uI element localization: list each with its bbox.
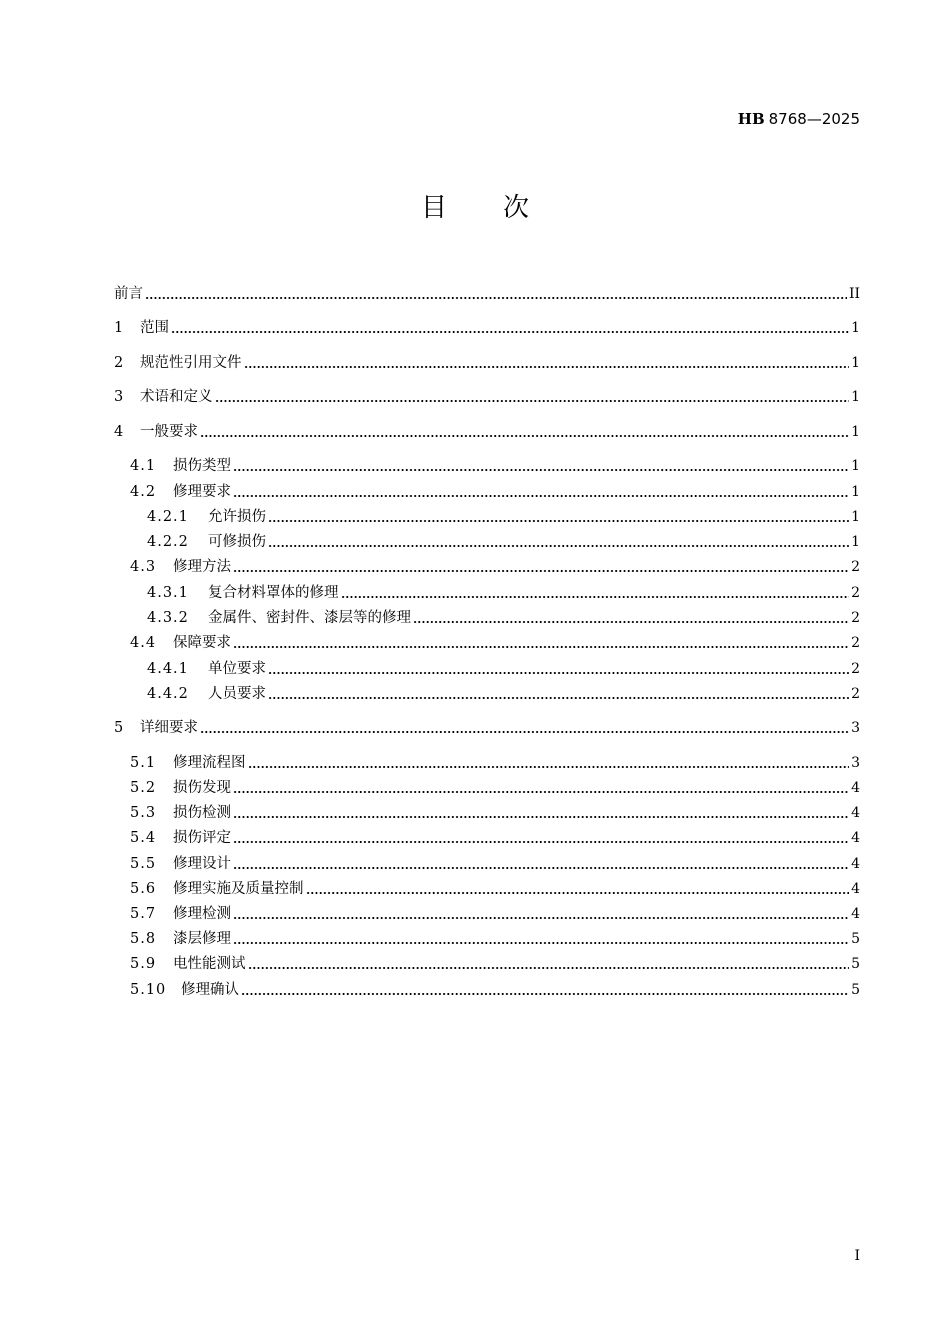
toc-entry-5-1[interactable] bbox=[114, 753, 860, 773]
toc-leader bbox=[200, 435, 849, 437]
toc-entry-number: 1 bbox=[114, 320, 124, 336]
toc-entry-page: 4 bbox=[851, 780, 860, 796]
toc-entry-page: 4 bbox=[851, 881, 860, 897]
toc-leader bbox=[268, 672, 849, 674]
toc-entry-5-5[interactable] bbox=[114, 854, 860, 874]
toc-entry-page: 2 bbox=[851, 635, 860, 651]
toc-entry-5-6[interactable] bbox=[114, 879, 860, 899]
toc-entry-page: 4 bbox=[851, 856, 860, 872]
toc-entry-page: 2 bbox=[851, 686, 860, 702]
toc-entry-4-3-1[interactable] bbox=[114, 583, 860, 603]
toc-entry-label: 复合材料罩体的修理 bbox=[208, 585, 339, 601]
toc-entry-label: 前言 bbox=[114, 286, 143, 302]
toc-leader bbox=[268, 545, 849, 547]
toc-entry-label: 金属件、密封件、漆层等的修理 bbox=[208, 610, 411, 626]
toc-leader bbox=[306, 892, 850, 894]
toc-entry-label: 漆层修理 bbox=[173, 931, 231, 947]
toc-entry-page: 5 bbox=[851, 931, 860, 947]
toc-title: 目次 bbox=[420, 193, 585, 223]
toc-entry-4-4-1[interactable] bbox=[114, 659, 860, 679]
toc-entry-number: 4.4 bbox=[130, 635, 157, 651]
toc-entry-page: II bbox=[848, 286, 860, 302]
toc-entry-label: 电性能测试 bbox=[173, 956, 246, 972]
toc-leader bbox=[268, 697, 849, 699]
toc-entry-page: 1 bbox=[851, 534, 860, 550]
page-number: I bbox=[854, 1248, 860, 1264]
toc-entry-page: 1 bbox=[851, 355, 860, 371]
toc-entry-number: 4.4.2 bbox=[147, 686, 189, 702]
toc-entry-page: 1 bbox=[851, 320, 860, 336]
toc-entry-foreword[interactable] bbox=[114, 284, 860, 304]
toc-entry-page: 3 bbox=[851, 720, 860, 736]
toc-entry-number: 5.8 bbox=[130, 931, 157, 947]
toc-entry-number: 5.4 bbox=[130, 830, 157, 846]
toc-entry-number: 4 bbox=[114, 424, 124, 440]
table-of-contents bbox=[114, 0, 860, 1344]
toc-leader bbox=[215, 400, 850, 402]
toc-entry-5-7[interactable] bbox=[114, 904, 860, 924]
toc-entry-2[interactable] bbox=[114, 353, 860, 373]
toc-leader bbox=[248, 967, 850, 969]
toc-entry-label: 术语和定义 bbox=[140, 389, 213, 405]
toc-entry-4[interactable] bbox=[114, 422, 860, 442]
toc-leader bbox=[268, 520, 849, 522]
toc-entry-label: 允许损伤 bbox=[208, 509, 266, 525]
toc-entry-4-4[interactable] bbox=[114, 633, 860, 653]
toc-entry-number: 4.2.2 bbox=[147, 534, 189, 550]
toc-entry-1[interactable] bbox=[114, 318, 860, 338]
toc-entry-label: 损伤评定 bbox=[173, 830, 231, 846]
toc-entry-page: 2 bbox=[851, 585, 860, 601]
toc-leader bbox=[233, 816, 849, 818]
toc-entry-label: 一般要求 bbox=[140, 424, 198, 440]
toc-entry-page: 1 bbox=[851, 424, 860, 440]
toc-leader bbox=[241, 993, 849, 995]
toc-entry-label: 范围 bbox=[140, 320, 169, 336]
toc-entry-number: 4.4.1 bbox=[147, 661, 189, 677]
toc-entry-number: 5.1 bbox=[130, 755, 157, 771]
toc-entry-label: 单位要求 bbox=[208, 661, 266, 677]
toc-leader bbox=[233, 942, 849, 944]
toc-entry-5-8[interactable] bbox=[114, 929, 860, 949]
toc-leader bbox=[200, 731, 849, 733]
toc-entry-page: 4 bbox=[851, 830, 860, 846]
toc-leader bbox=[248, 766, 850, 768]
toc-leader bbox=[341, 596, 850, 598]
toc-entry-number: 5.6 bbox=[130, 881, 157, 897]
toc-entry-label: 修理设计 bbox=[173, 856, 231, 872]
toc-entry-number: 5.7 bbox=[130, 906, 157, 922]
toc-entry-label: 修理要求 bbox=[173, 484, 231, 500]
toc-entry-label: 修理检测 bbox=[173, 906, 231, 922]
toc-entry-number: 5.3 bbox=[130, 805, 157, 821]
standard-prefix: HB bbox=[737, 110, 765, 128]
toc-entry-page: 2 bbox=[851, 559, 860, 575]
toc-entry-5-9[interactable] bbox=[114, 954, 860, 974]
toc-entry-page: 5 bbox=[851, 982, 860, 998]
toc-entry-number: 3 bbox=[114, 389, 124, 405]
toc-entry-4-2-1[interactable] bbox=[114, 507, 860, 527]
toc-entry-5-3[interactable] bbox=[114, 803, 860, 823]
toc-entry-page: 1 bbox=[851, 458, 860, 474]
toc-entry-number: 5.9 bbox=[130, 956, 157, 972]
toc-entry-number: 2 bbox=[114, 355, 124, 371]
toc-entry-4-3-2[interactable] bbox=[114, 608, 860, 628]
toc-entry-number: 5 bbox=[114, 720, 124, 736]
toc-leader bbox=[233, 791, 849, 793]
toc-entry-label: 规范性引用文件 bbox=[140, 355, 242, 371]
toc-entry-number: 4.3.2 bbox=[147, 610, 189, 626]
toc-entry-page: 2 bbox=[851, 610, 860, 626]
toc-entry-page: 4 bbox=[851, 805, 860, 821]
toc-leader bbox=[233, 469, 849, 471]
toc-entry-5-2[interactable] bbox=[114, 778, 860, 798]
toc-entry-page: 2 bbox=[851, 661, 860, 677]
toc-entry-4-2[interactable] bbox=[114, 482, 860, 502]
toc-entry-label: 修理实施及质量控制 bbox=[173, 881, 304, 897]
toc-leader bbox=[233, 570, 849, 572]
toc-leader bbox=[233, 495, 849, 497]
toc-leader bbox=[233, 917, 849, 919]
toc-leader bbox=[145, 297, 847, 299]
toc-entry-5-10[interactable] bbox=[114, 980, 860, 1000]
toc-entry-label: 可修损伤 bbox=[208, 534, 266, 550]
toc-leader bbox=[233, 867, 849, 869]
toc-entry-label: 修理流程图 bbox=[173, 755, 246, 771]
toc-leader bbox=[413, 621, 849, 623]
toc-entry-page: 1 bbox=[851, 484, 860, 500]
toc-entry-page: 1 bbox=[851, 389, 860, 405]
toc-entry-number: 5.2 bbox=[130, 780, 157, 796]
toc-entry-number: 4.3 bbox=[130, 559, 157, 575]
toc-entry-label: 损伤类型 bbox=[173, 458, 231, 474]
toc-entry-5-4[interactable] bbox=[114, 828, 860, 848]
toc-entry-page: 5 bbox=[851, 956, 860, 972]
toc-entry-label: 损伤发现 bbox=[173, 780, 231, 796]
toc-entry-number: 5.10 bbox=[130, 982, 167, 998]
toc-entry-4-4-2[interactable] bbox=[114, 684, 860, 704]
toc-leader bbox=[171, 331, 849, 333]
toc-entry-label: 人员要求 bbox=[208, 686, 266, 702]
toc-entry-4-1[interactable] bbox=[114, 456, 860, 476]
toc-entry-3[interactable] bbox=[114, 387, 860, 407]
toc-entry-label: 详细要求 bbox=[140, 720, 198, 736]
toc-entry-number: 4.3.1 bbox=[147, 585, 189, 601]
toc-entry-page: 3 bbox=[851, 755, 860, 771]
toc-entry-number: 4.2 bbox=[130, 484, 157, 500]
toc-entry-label: 保障要求 bbox=[173, 635, 231, 651]
toc-entry-label: 修理确认 bbox=[181, 982, 239, 998]
toc-leader bbox=[233, 841, 849, 843]
toc-entry-page: 4 bbox=[851, 906, 860, 922]
toc-entry-4-2-2[interactable] bbox=[114, 532, 860, 552]
toc-entry-label: 修理方法 bbox=[173, 559, 231, 575]
toc-entry-4-3[interactable] bbox=[114, 557, 860, 577]
standard-number: 8768—2025 bbox=[768, 110, 860, 128]
toc-entry-label: 损伤检测 bbox=[173, 805, 231, 821]
toc-leader bbox=[233, 646, 849, 648]
toc-entry-5[interactable] bbox=[114, 718, 860, 738]
toc-entry-number: 4.1 bbox=[130, 458, 157, 474]
toc-entry-number: 4.2.1 bbox=[147, 509, 189, 525]
toc-entry-number: 5.5 bbox=[130, 856, 157, 872]
toc-entry-page: 1 bbox=[851, 509, 860, 525]
toc-leader bbox=[244, 366, 850, 368]
